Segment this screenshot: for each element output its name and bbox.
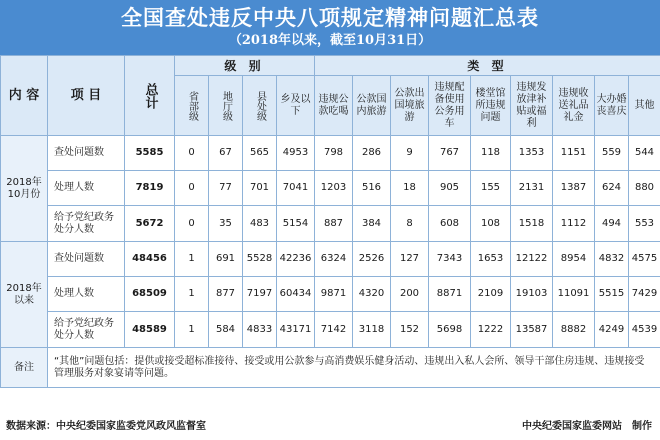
note-label: 备注 xyxy=(1,348,48,388)
cell: 544 xyxy=(629,136,660,171)
table-row xyxy=(1,206,660,242)
cell: 77 xyxy=(209,171,243,206)
cell: 1653 xyxy=(471,242,511,277)
cell: 1222 xyxy=(471,312,511,348)
header-type: 违规配备使用公务用车 xyxy=(429,76,471,136)
table-row xyxy=(1,242,660,277)
row-total: 68509 xyxy=(125,277,175,312)
cell: 1112 xyxy=(553,206,595,242)
row-item: 查处问题数 xyxy=(48,242,125,277)
cell: 4539 xyxy=(629,312,660,348)
cell: 798 xyxy=(315,136,353,171)
cell: 7142 xyxy=(315,312,353,348)
header-type: 违规发放津补贴或福利 xyxy=(511,76,553,136)
header-level: 乡及以下 xyxy=(277,76,315,136)
cell: 8 xyxy=(391,206,429,242)
table-row xyxy=(1,136,660,171)
cell: 1203 xyxy=(315,171,353,206)
header-type-group: 类 型 xyxy=(315,56,660,76)
cell: 5698 xyxy=(429,312,471,348)
row-item: 给予党纪政务处分人数 xyxy=(48,312,125,348)
cell: 152 xyxy=(391,312,429,348)
cell: 2526 xyxy=(353,242,391,277)
row-total: 5585 xyxy=(125,136,175,171)
page-subtitle: （2018年以来，截至10月31日） xyxy=(228,33,432,48)
cell: 905 xyxy=(429,171,471,206)
note-text: “其他”问题包括：提供或接受超标准接待、接受或用公款参与高消费娱乐健身活动、违规出入私人会所、领导干部住房违规、违规接受管理服务对象宴请等问题。 xyxy=(48,348,660,388)
cell: 11091 xyxy=(553,277,595,312)
cell: 4249 xyxy=(595,312,629,348)
cell: 701 xyxy=(243,171,277,206)
table-row xyxy=(1,312,660,348)
cell: 553 xyxy=(629,206,660,242)
footer xyxy=(0,414,660,440)
cell: 0 xyxy=(175,206,209,242)
summary-table xyxy=(0,55,660,388)
header-level-group: 级 别 xyxy=(175,56,315,76)
cell: 43171 xyxy=(277,312,315,348)
page-title: 全国查处违反中央八项规定精神问题汇总表 xyxy=(121,5,539,30)
section-label: 2018年以来 xyxy=(1,242,48,348)
cell: 1 xyxy=(175,277,209,312)
cell: 155 xyxy=(471,171,511,206)
cell: 12122 xyxy=(511,242,553,277)
header-total: 总计 xyxy=(125,56,175,136)
cell: 5515 xyxy=(595,277,629,312)
header-type: 违规收送礼品礼金 xyxy=(553,76,595,136)
cell: 8871 xyxy=(429,277,471,312)
cell: 877 xyxy=(209,277,243,312)
cell: 4575 xyxy=(629,242,660,277)
cell: 516 xyxy=(353,171,391,206)
cell: 767 xyxy=(429,136,471,171)
cell: 7343 xyxy=(429,242,471,277)
cell: 584 xyxy=(209,312,243,348)
cell: 108 xyxy=(471,206,511,242)
row-total: 48456 xyxy=(125,242,175,277)
cell: 6324 xyxy=(315,242,353,277)
row-item: 查处问题数 xyxy=(48,136,125,171)
cell: 483 xyxy=(243,206,277,242)
cell: 9871 xyxy=(315,277,353,312)
cell: 3118 xyxy=(353,312,391,348)
cell: 67 xyxy=(209,136,243,171)
header-type: 违规公款吃喝 xyxy=(315,76,353,136)
cell: 60434 xyxy=(277,277,315,312)
cell: 1518 xyxy=(511,206,553,242)
header-type: 楼堂馆所违规问题 xyxy=(471,76,511,136)
cell: 19103 xyxy=(511,277,553,312)
cell: 384 xyxy=(353,206,391,242)
cell: 7197 xyxy=(243,277,277,312)
cell: 4320 xyxy=(353,277,391,312)
title-banner xyxy=(0,0,660,55)
cell: 127 xyxy=(391,242,429,277)
cell: 13587 xyxy=(511,312,553,348)
cell: 1 xyxy=(175,242,209,277)
producer-credit: 中央纪委国家监委网站 制作 xyxy=(522,421,652,432)
header-item: 项 目 xyxy=(48,56,125,136)
cell: 42236 xyxy=(277,242,315,277)
cell: 880 xyxy=(629,171,660,206)
section-label: 2018年10月份 xyxy=(1,136,48,242)
cell: 2109 xyxy=(471,277,511,312)
note-row xyxy=(1,348,660,388)
header-level: 地厅级 xyxy=(209,76,243,136)
header-level: 省部级 xyxy=(175,76,209,136)
table-row xyxy=(1,171,660,206)
cell: 5154 xyxy=(277,206,315,242)
cell: 200 xyxy=(391,277,429,312)
cell: 0 xyxy=(175,171,209,206)
cell: 8882 xyxy=(553,312,595,348)
row-total: 48589 xyxy=(125,312,175,348)
cell: 2131 xyxy=(511,171,553,206)
cell: 8954 xyxy=(553,242,595,277)
cell: 0 xyxy=(175,136,209,171)
cell: 9 xyxy=(391,136,429,171)
cell: 4833 xyxy=(243,312,277,348)
row-item: 处理人数 xyxy=(48,277,125,312)
data-source: 数据来源：中央纪委国家监委党风政风监督室 xyxy=(6,421,206,432)
header-type: 其他 xyxy=(629,76,660,136)
cell: 1353 xyxy=(511,136,553,171)
cell: 1387 xyxy=(553,171,595,206)
cell: 18 xyxy=(391,171,429,206)
cell: 1151 xyxy=(553,136,595,171)
header-type: 大办婚丧喜庆 xyxy=(595,76,629,136)
cell: 5528 xyxy=(243,242,277,277)
cell: 35 xyxy=(209,206,243,242)
cell: 286 xyxy=(353,136,391,171)
cell: 1 xyxy=(175,312,209,348)
cell: 691 xyxy=(209,242,243,277)
row-item: 给予党纪政务处分人数 xyxy=(48,206,125,242)
cell: 118 xyxy=(471,136,511,171)
row-total: 7819 xyxy=(125,171,175,206)
header-level: 县处级 xyxy=(243,76,277,136)
cell: 608 xyxy=(429,206,471,242)
table-row xyxy=(1,277,660,312)
cell: 4953 xyxy=(277,136,315,171)
header-type: 公款出国境旅游 xyxy=(391,76,429,136)
row-total: 5672 xyxy=(125,206,175,242)
header-content: 内 容 xyxy=(1,56,48,136)
cell: 7041 xyxy=(277,171,315,206)
cell: 7429 xyxy=(629,277,660,312)
cell: 887 xyxy=(315,206,353,242)
cell: 624 xyxy=(595,171,629,206)
cell: 494 xyxy=(595,206,629,242)
cell: 565 xyxy=(243,136,277,171)
cell: 4832 xyxy=(595,242,629,277)
cell: 559 xyxy=(595,136,629,171)
row-item: 处理人数 xyxy=(48,171,125,206)
header-type: 公款国内旅游 xyxy=(353,76,391,136)
